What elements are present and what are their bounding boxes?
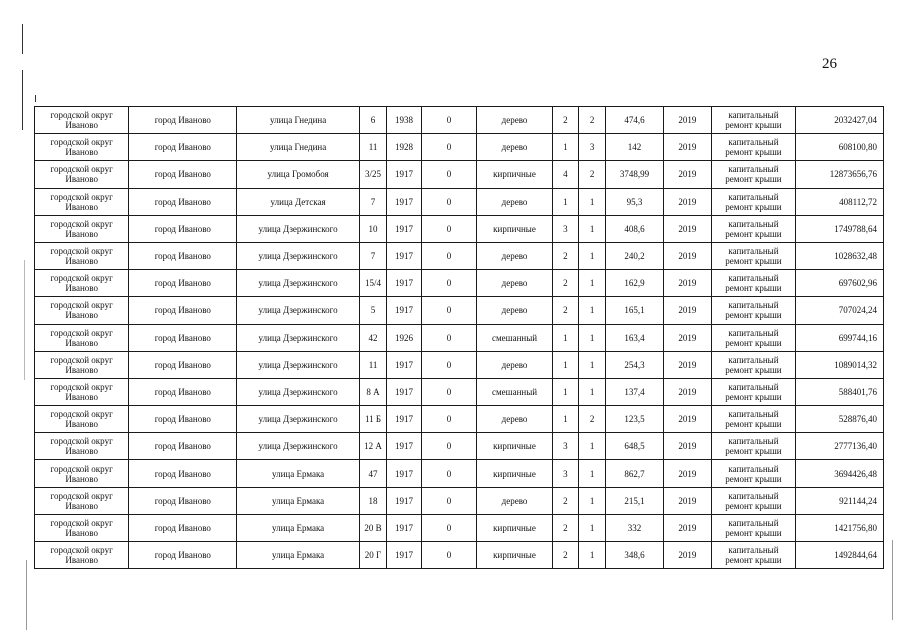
street-cell: улица Дзержинского	[237, 297, 360, 324]
floors-cell: 2	[552, 487, 578, 514]
construction-year-cell: 1917	[387, 487, 422, 514]
entrances-cell: 1	[578, 270, 605, 297]
street-cell: улица Ермака	[237, 514, 360, 541]
city-cell: город Иваново	[129, 487, 237, 514]
street-cell: улица Дзержинского	[237, 351, 360, 378]
house-number-cell: 11	[359, 134, 386, 161]
table-row	[35, 161, 884, 188]
table-row	[35, 378, 884, 405]
zero-value-cell: 0	[421, 460, 477, 487]
area-cell: 408,6	[606, 215, 664, 242]
street-cell: улица Дзержинского	[237, 215, 360, 242]
wall-material-cell: дерево	[477, 406, 552, 433]
work-type-cell: капитальный ремонт крыши	[712, 161, 796, 188]
scan-artifact-mark	[22, 70, 23, 130]
housing-register-table	[34, 106, 884, 569]
plan-year-cell: 2019	[663, 514, 711, 541]
floors-cell: 2	[552, 514, 578, 541]
cost-cell: 1492844,64	[795, 542, 883, 569]
cost-cell: 921144,24	[795, 487, 883, 514]
plan-year-cell: 2019	[663, 215, 711, 242]
area-cell: 137,4	[606, 378, 664, 405]
house-number-cell: 10	[359, 215, 386, 242]
wall-material-cell: кирпичные	[477, 542, 552, 569]
city-cell: город Иваново	[129, 215, 237, 242]
scan-artifact-mark	[892, 540, 893, 620]
area-cell: 142	[606, 134, 664, 161]
zero-value-cell: 0	[421, 215, 477, 242]
house-number-cell: 15/4	[359, 270, 386, 297]
table-row	[35, 487, 884, 514]
table-row	[35, 324, 884, 351]
wall-material-cell: кирпичные	[477, 460, 552, 487]
entrances-cell: 2	[578, 406, 605, 433]
city-cell: город Иваново	[129, 270, 237, 297]
cost-cell: 697602,96	[795, 270, 883, 297]
district-cell: городской округ Иваново	[35, 406, 129, 433]
table-row	[35, 188, 884, 215]
zero-value-cell: 0	[421, 406, 477, 433]
street-cell: улица Ермака	[237, 487, 360, 514]
table-row	[35, 460, 884, 487]
table-row	[35, 542, 884, 569]
house-number-cell: 11 Б	[359, 406, 386, 433]
cost-cell: 2032427,04	[795, 107, 883, 134]
entrances-cell: 1	[578, 460, 605, 487]
zero-value-cell: 0	[421, 324, 477, 351]
floors-cell: 1	[552, 134, 578, 161]
wall-material-cell: дерево	[477, 270, 552, 297]
street-cell: улица Гнедина	[237, 134, 360, 161]
wall-material-cell: кирпичные	[477, 433, 552, 460]
entrances-cell: 3	[578, 134, 605, 161]
zero-value-cell: 0	[421, 378, 477, 405]
house-number-cell: 5	[359, 297, 386, 324]
construction-year-cell: 1917	[387, 351, 422, 378]
work-type-cell: капитальный ремонт крыши	[712, 542, 796, 569]
wall-material-cell: кирпичные	[477, 514, 552, 541]
wall-material-cell: дерево	[477, 188, 552, 215]
district-cell: городской округ Иваново	[35, 134, 129, 161]
district-cell: городской округ Иваново	[35, 542, 129, 569]
zero-value-cell: 0	[421, 270, 477, 297]
city-cell: город Иваново	[129, 351, 237, 378]
entrances-cell: 1	[578, 215, 605, 242]
city-cell: город Иваново	[129, 542, 237, 569]
city-cell: город Иваново	[129, 242, 237, 269]
house-number-cell: 11	[359, 351, 386, 378]
work-type-cell: капитальный ремонт крыши	[712, 215, 796, 242]
city-cell: город Иваново	[129, 324, 237, 351]
cost-cell: 528876,40	[795, 406, 883, 433]
city-cell: город Иваново	[129, 460, 237, 487]
plan-year-cell: 2019	[663, 542, 711, 569]
construction-year-cell: 1926	[387, 324, 422, 351]
house-number-cell: 18	[359, 487, 386, 514]
zero-value-cell: 0	[421, 242, 477, 269]
district-cell: городской округ Иваново	[35, 378, 129, 405]
city-cell: город Иваново	[129, 378, 237, 405]
house-number-cell: 42	[359, 324, 386, 351]
construction-year-cell: 1917	[387, 460, 422, 487]
district-cell: городской округ Иваново	[35, 487, 129, 514]
entrances-cell: 2	[578, 107, 605, 134]
table-row	[35, 406, 884, 433]
cost-cell: 707024,24	[795, 297, 883, 324]
street-cell: улица Ермака	[237, 460, 360, 487]
house-number-cell: 3/25	[359, 161, 386, 188]
plan-year-cell: 2019	[663, 107, 711, 134]
table-row	[35, 514, 884, 541]
street-cell: улица Дзержинского	[237, 324, 360, 351]
wall-material-cell: смешанный	[477, 378, 552, 405]
plan-year-cell: 2019	[663, 406, 711, 433]
page-number: 26	[822, 56, 837, 72]
district-cell: городской округ Иваново	[35, 433, 129, 460]
plan-year-cell: 2019	[663, 324, 711, 351]
scan-artifact-mark	[24, 260, 25, 380]
entrances-cell: 1	[578, 324, 605, 351]
work-type-cell: капитальный ремонт крыши	[712, 270, 796, 297]
construction-year-cell: 1917	[387, 242, 422, 269]
house-number-cell: 47	[359, 460, 386, 487]
cost-cell: 1421756,80	[795, 514, 883, 541]
cost-cell: 1089014,32	[795, 351, 883, 378]
street-cell: улица Дзержинского	[237, 270, 360, 297]
construction-year-cell: 1917	[387, 542, 422, 569]
zero-value-cell: 0	[421, 161, 477, 188]
floors-cell: 1	[552, 188, 578, 215]
plan-year-cell: 2019	[663, 351, 711, 378]
city-cell: город Иваново	[129, 107, 237, 134]
construction-year-cell: 1917	[387, 514, 422, 541]
area-cell: 123,5	[606, 406, 664, 433]
entrances-cell: 1	[578, 433, 605, 460]
street-cell: улица Гнедина	[237, 107, 360, 134]
work-type-cell: капитальный ремонт крыши	[712, 188, 796, 215]
area-cell: 240,2	[606, 242, 664, 269]
street-cell: улица Дзержинского	[237, 433, 360, 460]
zero-value-cell: 0	[421, 487, 477, 514]
work-type-cell: капитальный ремонт крыши	[712, 107, 796, 134]
entrances-cell: 1	[578, 487, 605, 514]
district-cell: городской округ Иваново	[35, 161, 129, 188]
district-cell: городской округ Иваново	[35, 270, 129, 297]
zero-value-cell: 0	[421, 188, 477, 215]
floors-cell: 2	[552, 270, 578, 297]
wall-material-cell: кирпичные	[477, 161, 552, 188]
zero-value-cell: 0	[421, 107, 477, 134]
wall-material-cell: дерево	[477, 107, 552, 134]
construction-year-cell: 1917	[387, 161, 422, 188]
district-cell: городской округ Иваново	[35, 242, 129, 269]
construction-year-cell: 1917	[387, 188, 422, 215]
city-cell: город Иваново	[129, 188, 237, 215]
area-cell: 348,6	[606, 542, 664, 569]
area-cell: 648,5	[606, 433, 664, 460]
cost-cell: 1028632,48	[795, 242, 883, 269]
zero-value-cell: 0	[421, 433, 477, 460]
plan-year-cell: 2019	[663, 161, 711, 188]
street-cell: улица Ермака	[237, 542, 360, 569]
work-type-cell: капитальный ремонт крыши	[712, 242, 796, 269]
scan-artifact-mark	[22, 24, 23, 54]
zero-value-cell: 0	[421, 351, 477, 378]
cost-cell: 1749788,64	[795, 215, 883, 242]
cost-cell: 699744,16	[795, 324, 883, 351]
work-type-cell: капитальный ремонт крыши	[712, 297, 796, 324]
construction-year-cell: 1917	[387, 433, 422, 460]
plan-year-cell: 2019	[663, 242, 711, 269]
scan-artifact-mark	[26, 560, 27, 630]
street-cell: улица Дзержинского	[237, 242, 360, 269]
city-cell: город Иваново	[129, 406, 237, 433]
cost-cell: 12873656,76	[795, 161, 883, 188]
area-cell: 215,1	[606, 487, 664, 514]
cost-cell: 608100,80	[795, 134, 883, 161]
city-cell: город Иваново	[129, 433, 237, 460]
wall-material-cell: дерево	[477, 297, 552, 324]
entrances-cell: 1	[578, 188, 605, 215]
work-type-cell: капитальный ремонт крыши	[712, 324, 796, 351]
area-cell: 95,3	[606, 188, 664, 215]
area-cell: 162,9	[606, 270, 664, 297]
street-cell: улица Дзержинского	[237, 378, 360, 405]
district-cell: городской округ Иваново	[35, 297, 129, 324]
floors-cell: 2	[552, 297, 578, 324]
plan-year-cell: 2019	[663, 487, 711, 514]
floors-cell: 1	[552, 378, 578, 405]
entrances-cell: 1	[578, 514, 605, 541]
zero-value-cell: 0	[421, 542, 477, 569]
plan-year-cell: 2019	[663, 433, 711, 460]
work-type-cell: капитальный ремонт крыши	[712, 514, 796, 541]
floors-cell: 1	[552, 406, 578, 433]
work-type-cell: капитальный ремонт крыши	[712, 134, 796, 161]
floors-cell: 3	[552, 460, 578, 487]
floors-cell: 3	[552, 215, 578, 242]
table-row	[35, 270, 884, 297]
floors-cell: 2	[552, 107, 578, 134]
street-cell: улица Громобоя	[237, 161, 360, 188]
house-number-cell: 12 А	[359, 433, 386, 460]
work-type-cell: капитальный ремонт крыши	[712, 460, 796, 487]
area-cell: 332	[606, 514, 664, 541]
table-body	[35, 107, 884, 569]
table-row	[35, 351, 884, 378]
district-cell: городской округ Иваново	[35, 460, 129, 487]
district-cell: городской округ Иваново	[35, 351, 129, 378]
cost-cell: 3694426,48	[795, 460, 883, 487]
construction-year-cell: 1928	[387, 134, 422, 161]
scan-artifact-mark	[35, 95, 36, 102]
work-type-cell: капитальный ремонт крыши	[712, 433, 796, 460]
entrances-cell: 2	[578, 161, 605, 188]
plan-year-cell: 2019	[663, 297, 711, 324]
construction-year-cell: 1917	[387, 270, 422, 297]
entrances-cell: 1	[578, 297, 605, 324]
work-type-cell: капитальный ремонт крыши	[712, 487, 796, 514]
area-cell: 165,1	[606, 297, 664, 324]
entrances-cell: 1	[578, 351, 605, 378]
area-cell: 862,7	[606, 460, 664, 487]
construction-year-cell: 1917	[387, 406, 422, 433]
city-cell: город Иваново	[129, 134, 237, 161]
work-type-cell: капитальный ремонт крыши	[712, 378, 796, 405]
house-number-cell: 7	[359, 188, 386, 215]
construction-year-cell: 1938	[387, 107, 422, 134]
house-number-cell: 7	[359, 242, 386, 269]
floors-cell: 4	[552, 161, 578, 188]
district-cell: городской округ Иваново	[35, 324, 129, 351]
wall-material-cell: дерево	[477, 242, 552, 269]
zero-value-cell: 0	[421, 134, 477, 161]
table-row	[35, 107, 884, 134]
district-cell: городской округ Иваново	[35, 107, 129, 134]
wall-material-cell: кирпичные	[477, 215, 552, 242]
district-cell: городской округ Иваново	[35, 215, 129, 242]
floors-cell: 1	[552, 324, 578, 351]
street-cell: улица Дзержинского	[237, 406, 360, 433]
wall-material-cell: дерево	[477, 487, 552, 514]
table-row	[35, 242, 884, 269]
street-cell: улица Детская	[237, 188, 360, 215]
city-cell: город Иваново	[129, 161, 237, 188]
wall-material-cell: дерево	[477, 351, 552, 378]
floors-cell: 2	[552, 542, 578, 569]
cost-cell: 588401,76	[795, 378, 883, 405]
wall-material-cell: дерево	[477, 134, 552, 161]
area-cell: 3748,99	[606, 161, 664, 188]
area-cell: 163,4	[606, 324, 664, 351]
entrances-cell: 1	[578, 378, 605, 405]
floors-cell: 1	[552, 351, 578, 378]
table-row	[35, 433, 884, 460]
wall-material-cell: смешанный	[477, 324, 552, 351]
entrances-cell: 1	[578, 242, 605, 269]
plan-year-cell: 2019	[663, 460, 711, 487]
floors-cell: 3	[552, 433, 578, 460]
area-cell: 474,6	[606, 107, 664, 134]
cost-cell: 408112,72	[795, 188, 883, 215]
plan-year-cell: 2019	[663, 188, 711, 215]
construction-year-cell: 1917	[387, 297, 422, 324]
house-number-cell: 6	[359, 107, 386, 134]
table-row	[35, 215, 884, 242]
plan-year-cell: 2019	[663, 378, 711, 405]
house-number-cell: 20 Г	[359, 542, 386, 569]
city-cell: город Иваново	[129, 297, 237, 324]
work-type-cell: капитальный ремонт крыши	[712, 351, 796, 378]
zero-value-cell: 0	[421, 297, 477, 324]
table-row	[35, 134, 884, 161]
table-row	[35, 297, 884, 324]
cost-cell: 2777136,40	[795, 433, 883, 460]
district-cell: городской округ Иваново	[35, 188, 129, 215]
house-number-cell: 8 А	[359, 378, 386, 405]
district-cell: городской округ Иваново	[35, 514, 129, 541]
construction-year-cell: 1917	[387, 215, 422, 242]
floors-cell: 2	[552, 242, 578, 269]
entrances-cell: 1	[578, 542, 605, 569]
city-cell: город Иваново	[129, 514, 237, 541]
construction-year-cell: 1917	[387, 378, 422, 405]
plan-year-cell: 2019	[663, 134, 711, 161]
zero-value-cell: 0	[421, 514, 477, 541]
house-number-cell: 20 В	[359, 514, 386, 541]
work-type-cell: капитальный ремонт крыши	[712, 406, 796, 433]
plan-year-cell: 2019	[663, 270, 711, 297]
area-cell: 254,3	[606, 351, 664, 378]
